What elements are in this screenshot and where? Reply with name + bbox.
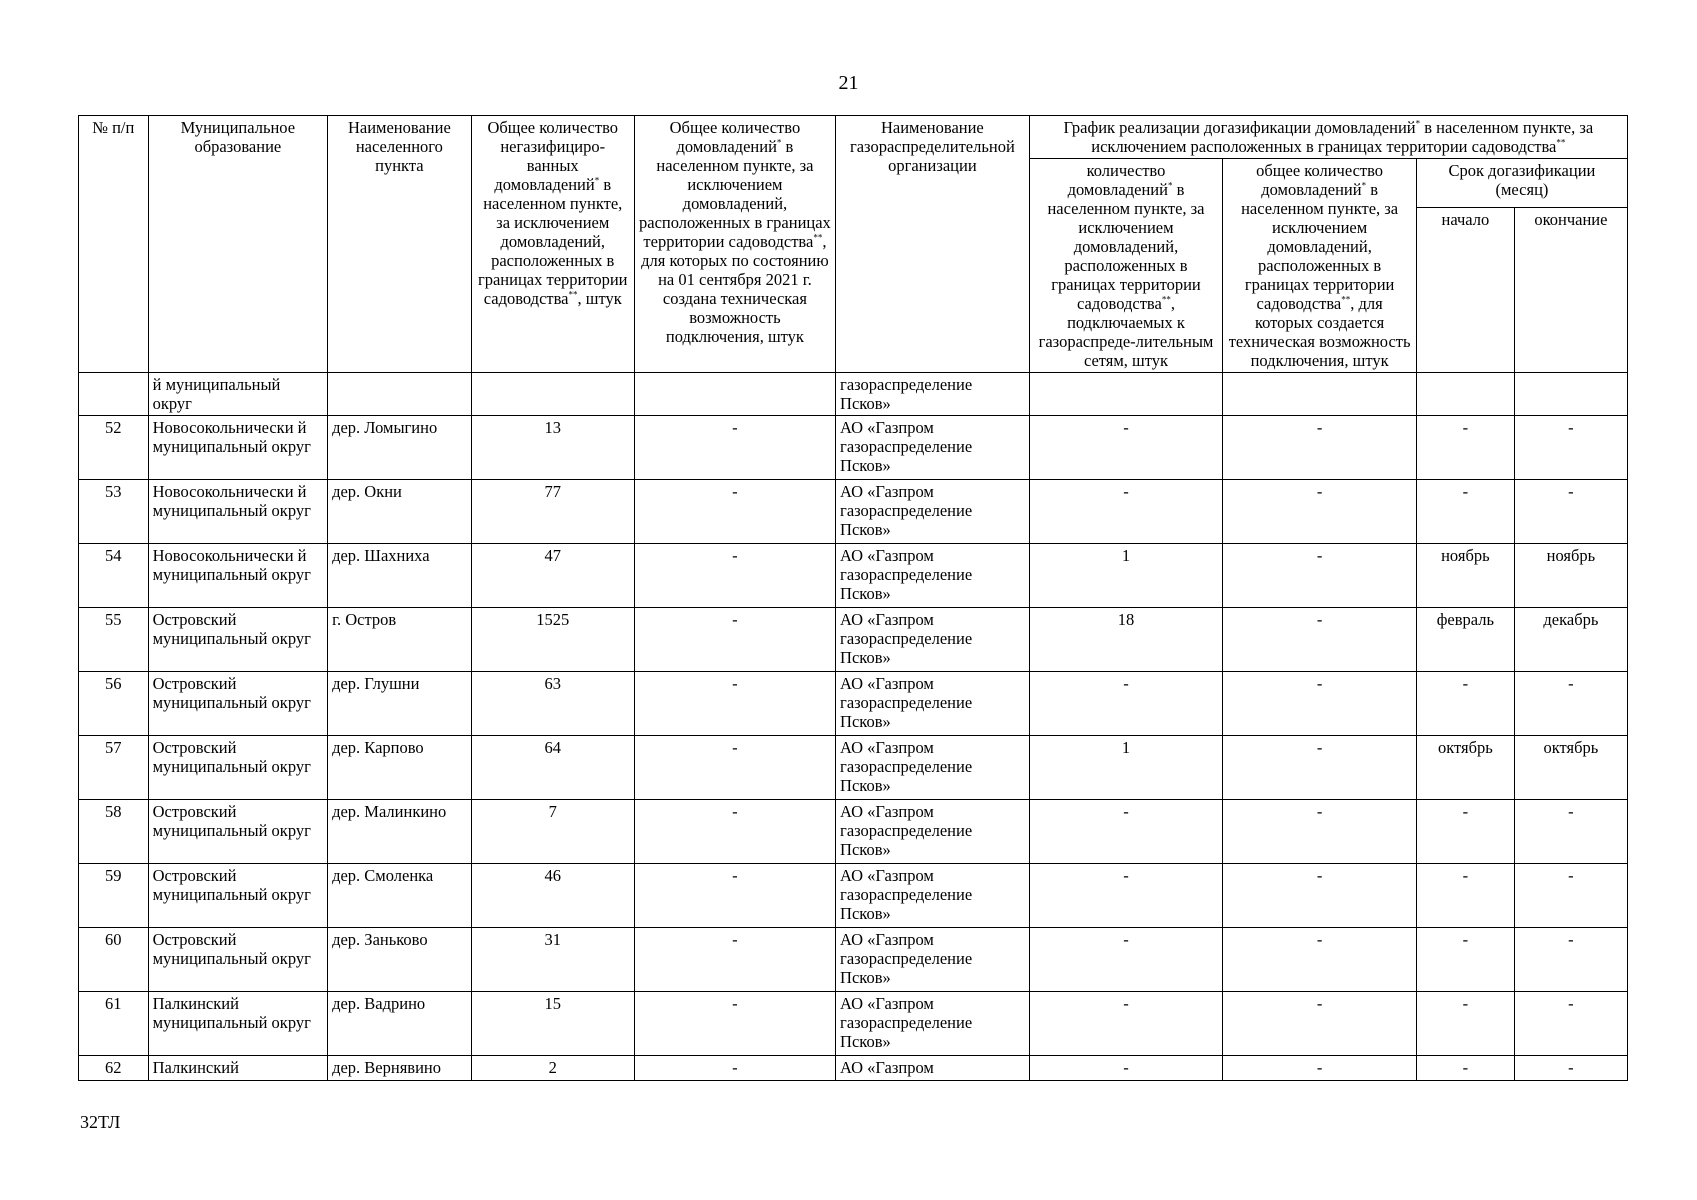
table-row (79, 480, 1628, 544)
cell-connected: 1 (1029, 736, 1223, 800)
table-row (79, 736, 1628, 800)
cell-gdo: АО «Газпром газораспределение Псков» (836, 608, 1030, 672)
cell-households (634, 373, 835, 416)
cell-municipality: Островский муниципальный округ (148, 800, 327, 864)
cell-end: - (1514, 800, 1627, 864)
cell-possible: - (1223, 672, 1417, 736)
cell-num: 53 (79, 480, 149, 544)
cell-num: 61 (79, 992, 149, 1056)
cell-num (79, 373, 149, 416)
cell-num: 60 (79, 928, 149, 992)
header-total-households-tail: в населенном пункте, за исключением домовладений, расположенных в границах территории садоводства (639, 137, 831, 251)
header-total-non-gasified-text: Общее количество негазифициро-ванных домовладений (487, 118, 619, 194)
cell-municipality: Островский муниципальный округ (148, 672, 327, 736)
header-count-possible-end: , для которых создается техническая возможность подключения, штук (1228, 294, 1411, 370)
table-row (79, 672, 1628, 736)
cell-total: 1525 (471, 608, 634, 672)
header-schedule (1029, 116, 1627, 159)
cell-start: - (1416, 480, 1514, 544)
cell-end: октябрь (1514, 736, 1627, 800)
cell-households: - (634, 736, 835, 800)
cell-total: 2 (471, 1056, 634, 1081)
header-row-1 (79, 116, 1628, 159)
header-count-connected-end: , подключаемых к газораспреде-лительным сетям, штук (1038, 294, 1214, 370)
cell-connected: - (1029, 416, 1223, 480)
header-start: начало (1416, 208, 1514, 373)
cell-start: ноябрь (1416, 544, 1514, 608)
cell-gdo: АО «Газпром газораспределение Псков» (836, 672, 1030, 736)
cell-num: 62 (79, 1056, 149, 1081)
header-schedule-text: График реализации догазификации домовладений (1063, 118, 1416, 137)
cell-num: 56 (79, 672, 149, 736)
cell-gdo: газораспределение Псков» (836, 373, 1030, 416)
cell-possible: - (1223, 608, 1417, 672)
cell-connected: 18 (1029, 608, 1223, 672)
cell-total: 77 (471, 480, 634, 544)
cell-start: - (1416, 800, 1514, 864)
cell-start: - (1416, 1056, 1514, 1081)
footer-code: 32ТЛ (80, 1112, 121, 1132)
cell-start: февраль (1416, 608, 1514, 672)
cell-settlement: дер. Глушни (328, 672, 472, 736)
cell-gdo: АО «Газпром газораспределение Псков» (836, 736, 1030, 800)
cell-num: 58 (79, 800, 149, 864)
cell-gdo: АО «Газпром газораспределение Псков» (836, 928, 1030, 992)
header-total-non-gasified (471, 116, 634, 373)
header-count-possible (1223, 159, 1417, 373)
cell-households: - (634, 864, 835, 928)
cell-start: - (1416, 864, 1514, 928)
cell-total: 46 (471, 864, 634, 928)
cell-possible (1223, 373, 1417, 416)
cell-settlement: дер. Шахниха (328, 544, 472, 608)
table-row (79, 864, 1628, 928)
cell-settlement: дер. Вадрино (328, 992, 472, 1056)
cell-gdo: АО «Газпром газораспределение Псков» (836, 800, 1030, 864)
cell-settlement: дер. Малинкино (328, 800, 472, 864)
cell-gdo: АО «Газпром газораспределение Псков» (836, 864, 1030, 928)
cell-end: - (1514, 480, 1627, 544)
footnote-double-star: ** (1556, 137, 1566, 148)
cell-end: - (1514, 1056, 1627, 1081)
header-count-connected (1029, 159, 1223, 373)
cell-households: - (634, 928, 835, 992)
cell-total: 63 (471, 672, 634, 736)
cell-num: 59 (79, 864, 149, 928)
footnote-star: * (1361, 180, 1367, 191)
header-end: окончание (1514, 208, 1627, 373)
table-row (79, 416, 1628, 480)
cell-municipality: Палкинский муниципальный округ (148, 992, 327, 1056)
cell-possible: - (1223, 544, 1417, 608)
footnote-double-star: ** (1341, 294, 1351, 305)
cell-connected: - (1029, 480, 1223, 544)
cell-municipality: Новосокольнически й муниципальный округ (148, 544, 327, 608)
table-row (79, 928, 1628, 992)
cell-possible: - (1223, 928, 1417, 992)
cell-gdo: АО «Газпром (836, 1056, 1030, 1081)
cell-gdo: АО «Газпром газораспределение Псков» (836, 992, 1030, 1056)
header-total-households (634, 116, 835, 373)
cell-possible: - (1223, 864, 1417, 928)
header-total-households-text: Общее количество домовладений (669, 118, 801, 156)
cell-total (471, 373, 634, 416)
cell-end: декабрь (1514, 608, 1627, 672)
cell-municipality: Новосокольнически й муниципальный округ (148, 416, 327, 480)
footnote-star: * (1415, 118, 1421, 129)
cell-households: - (634, 800, 835, 864)
cell-end: - (1514, 864, 1627, 928)
header-total-non-gasified-tail: в населенном пункте, за исключением домовладений, расположенных в границах территории садоводства (477, 175, 628, 308)
cell-total: 31 (471, 928, 634, 992)
cell-households: - (634, 544, 835, 608)
cell-start: - (1416, 416, 1514, 480)
cell-municipality: Островский муниципальный округ (148, 736, 327, 800)
cell-municipality: Островский муниципальный округ (148, 608, 327, 672)
cell-end: - (1514, 928, 1627, 992)
cell-households: - (634, 608, 835, 672)
cell-num: 52 (79, 416, 149, 480)
footnote-star: * (1167, 180, 1173, 191)
cell-settlement (328, 373, 472, 416)
cell-end: - (1514, 672, 1627, 736)
header-num: № п/п (79, 116, 149, 373)
header-settlement: Наименование населенного пункта (328, 116, 472, 373)
cell-num: 55 (79, 608, 149, 672)
cell-total: 13 (471, 416, 634, 480)
cell-connected: 1 (1029, 544, 1223, 608)
cell-total: 47 (471, 544, 634, 608)
gasification-table (78, 115, 1628, 1081)
cell-settlement: дер. Карпово (328, 736, 472, 800)
cell-settlement: дер. Вернявино (328, 1056, 472, 1081)
page-number: 21 (838, 72, 859, 94)
table-row (79, 544, 1628, 608)
header-gdo: Наименование газораспределительной организации (836, 116, 1030, 373)
cell-settlement: дер. Заньково (328, 928, 472, 992)
header-total-non-gasified-end: , штук (577, 289, 622, 308)
header-count-possible-text: общее количество домовладений (1256, 161, 1384, 199)
header-schedule-tail: в населенном пункте, за исключением расположенных в границах территории садоводства (1091, 118, 1594, 156)
cell-municipality: Островский муниципальный округ (148, 928, 327, 992)
footnote-double-star: ** (568, 289, 578, 300)
cell-end: - (1514, 992, 1627, 1056)
cell-municipality: Островский муниципальный округ (148, 864, 327, 928)
cell-start (1416, 373, 1514, 416)
header-term: Срок догазификации (месяц) (1416, 159, 1627, 208)
cell-gdo: АО «Газпром газораспределение Псков» (836, 544, 1030, 608)
cell-start: октябрь (1416, 736, 1514, 800)
cell-connected (1029, 373, 1223, 416)
table-row (79, 800, 1628, 864)
cell-connected: - (1029, 800, 1223, 864)
cell-connected: - (1029, 1056, 1223, 1081)
footnote-star: * (776, 137, 782, 148)
table-row (79, 1056, 1628, 1081)
header-count-connected-text: количество домовладений (1067, 161, 1168, 199)
cell-end (1514, 373, 1627, 416)
cell-total: 7 (471, 800, 634, 864)
cell-gdo: АО «Газпром газораспределение Псков» (836, 416, 1030, 480)
cell-households: - (634, 480, 835, 544)
cell-connected: - (1029, 992, 1223, 1056)
cell-households: - (634, 416, 835, 480)
cell-num: 54 (79, 544, 149, 608)
header-count-possible-tail: в населенном пункте, за исключением домовладений, расположенных в границах территории садоводства (1241, 180, 1399, 313)
header-total-households-end: , для которых по состоянию на 01 сентября 2021 г. создана техническая возможность подключения, штук (641, 232, 829, 346)
footnote-double-star: ** (813, 232, 823, 243)
cell-end: - (1514, 416, 1627, 480)
footnote-double-star: ** (1161, 294, 1171, 305)
continuation-row (79, 373, 1628, 416)
cell-possible: - (1223, 480, 1417, 544)
cell-settlement: г. Остров (328, 608, 472, 672)
cell-total: 64 (471, 736, 634, 800)
cell-connected: - (1029, 928, 1223, 992)
cell-start: - (1416, 992, 1514, 1056)
cell-settlement: дер. Смоленка (328, 864, 472, 928)
cell-households: - (634, 672, 835, 736)
header-municipality: Муниципальное образование (148, 116, 327, 373)
cell-connected: - (1029, 864, 1223, 928)
cell-municipality: й муниципальный округ (148, 373, 327, 416)
cell-possible: - (1223, 736, 1417, 800)
table-row (79, 992, 1628, 1056)
cell-possible: - (1223, 800, 1417, 864)
cell-municipality: Новосокольнически й муниципальный округ (148, 480, 327, 544)
cell-start: - (1416, 928, 1514, 992)
header-count-connected-tail: в населенном пункте, за исключением домовладений, расположенных в границах территории садоводства (1047, 180, 1205, 313)
footnote-star: * (594, 175, 600, 186)
cell-municipality: Палкинский (148, 1056, 327, 1081)
cell-end: ноябрь (1514, 544, 1627, 608)
cell-possible: - (1223, 416, 1417, 480)
cell-total: 15 (471, 992, 634, 1056)
cell-households: - (634, 1056, 835, 1081)
cell-start: - (1416, 672, 1514, 736)
cell-households: - (634, 992, 835, 1056)
cell-num: 57 (79, 736, 149, 800)
cell-connected: - (1029, 672, 1223, 736)
cell-settlement: дер. Окни (328, 480, 472, 544)
cell-gdo: АО «Газпром газораспределение Псков» (836, 480, 1030, 544)
table-row (79, 608, 1628, 672)
cell-possible: - (1223, 1056, 1417, 1081)
cell-settlement: дер. Ломыгино (328, 416, 472, 480)
cell-possible: - (1223, 992, 1417, 1056)
